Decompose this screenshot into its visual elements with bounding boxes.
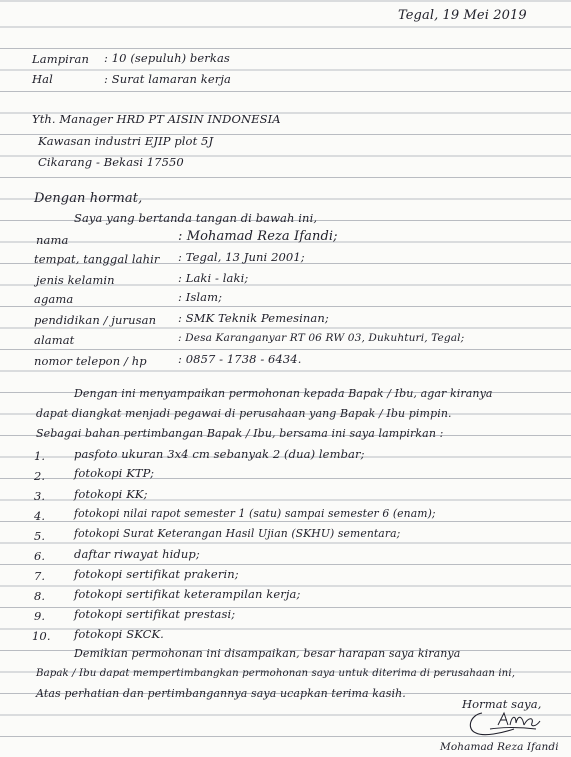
attachment-num: 8.	[34, 589, 46, 603]
recipient-line: Cikarang - Bekasi 17550	[38, 155, 184, 169]
identity-value: : 0857 - 1738 - 6434.	[178, 352, 302, 366]
identity-label: pendidikan / jurusan	[34, 313, 157, 327]
closing-line: Atas perhatian dan pertimbangannya saya ucapkan terima kasih.	[36, 687, 406, 700]
attachment-num: 10.	[32, 629, 51, 643]
attachment-num: 6.	[34, 549, 46, 563]
attachment-num: 9.	[34, 609, 46, 623]
signer-name: Mohamad Reza Ifandi	[440, 741, 559, 753]
recipient-line: Kawasan industri EJIP plot 5J	[38, 134, 214, 148]
attachment-text: fotokopi KTP;	[74, 466, 155, 480]
identity-value: : Laki - laki;	[178, 271, 249, 285]
identity-value: : Islam;	[178, 290, 223, 304]
identity-label: jenis kelamin	[36, 273, 115, 287]
hal-value: : Surat lamaran kerja	[104, 72, 231, 86]
identity-value: : Desa Karanganyar RT 06 RW 03, Dukuhturi, Tegal;	[178, 332, 465, 344]
identity-value: : Tegal, 13 Juni 2001;	[178, 250, 305, 264]
lampiran-label: Lampiran	[32, 52, 89, 66]
identity-value: : SMK Teknik Pemesinan;	[178, 311, 329, 325]
sign-off: Hormat saya,	[462, 697, 542, 711]
identity-label: alamat	[34, 333, 75, 347]
attachment-text: fotokopi SKCK.	[74, 627, 164, 641]
attachment-num: 7.	[34, 569, 46, 583]
attachment-num: 5.	[34, 529, 46, 543]
attachment-num: 3.	[34, 489, 46, 503]
attachment-text: fotokopi sertifikat prakerin;	[74, 567, 239, 581]
identity-value: : Mohamad Reza Ifandi;	[178, 229, 338, 244]
hal-label: Hal	[32, 72, 53, 86]
identity-label: nama	[36, 233, 69, 247]
attachment-num: 1.	[34, 449, 46, 463]
closing-line: Bapak / Ibu dapat mempertimbangkan permohonan saya untuk diterima di perusahaan ini,	[36, 668, 516, 679]
attachment-text: fotokopi sertifikat prestasi;	[74, 607, 236, 621]
letter-date: Tegal, 19 Mei 2019	[398, 8, 527, 23]
attachment-text: fotokopi sertifikat keterampilan kerja;	[74, 587, 301, 601]
intro-line: Saya yang bertanda tangan di bawah ini,	[74, 211, 318, 225]
body-line: Sebagai bahan pertimbangan Bapak / Ibu, bersama ini saya lampirkan :	[36, 427, 444, 440]
attachment-text: daftar riwayat hidup;	[74, 547, 200, 561]
attachment-num: 4.	[34, 509, 46, 523]
attachment-text: fotokopi Surat Keterangan Hasil Ujian (SKHU) sementara;	[74, 527, 401, 540]
body-line: dapat diangkat menjadi pegawai di perusahaan yang Bapak / Ibu pimpin.	[36, 407, 452, 420]
greeting: Dengan hormat,	[34, 191, 143, 206]
recipient-line: Yth. Manager HRD PT AISIN INDONESIA	[32, 112, 281, 126]
attachment-text: fotokopi KK;	[74, 487, 148, 501]
handwritten-signature	[462, 707, 546, 741]
attachment-text: pasfoto ukuran 3x4 cm sebanyak 2 (dua) lembar;	[74, 447, 365, 461]
lampiran-value: : 10 (sepuluh) berkas	[104, 51, 230, 65]
body-line: Dengan ini menyampaikan permohonan kepada Bapak / Ibu, agar kiranya	[74, 387, 493, 400]
identity-label: nomor telepon / hp	[34, 354, 147, 368]
identity-label: agama	[34, 292, 74, 306]
closing-line: Demikian permohonan ini disampaikan, besar harapan saya kiranya	[74, 647, 461, 660]
attachment-text: fotokopi nilai rapot semester 1 (satu) sampai semester 6 (enam);	[74, 507, 436, 520]
identity-label: tempat, tanggal lahir	[34, 252, 160, 266]
attachment-num: 2.	[34, 469, 46, 483]
